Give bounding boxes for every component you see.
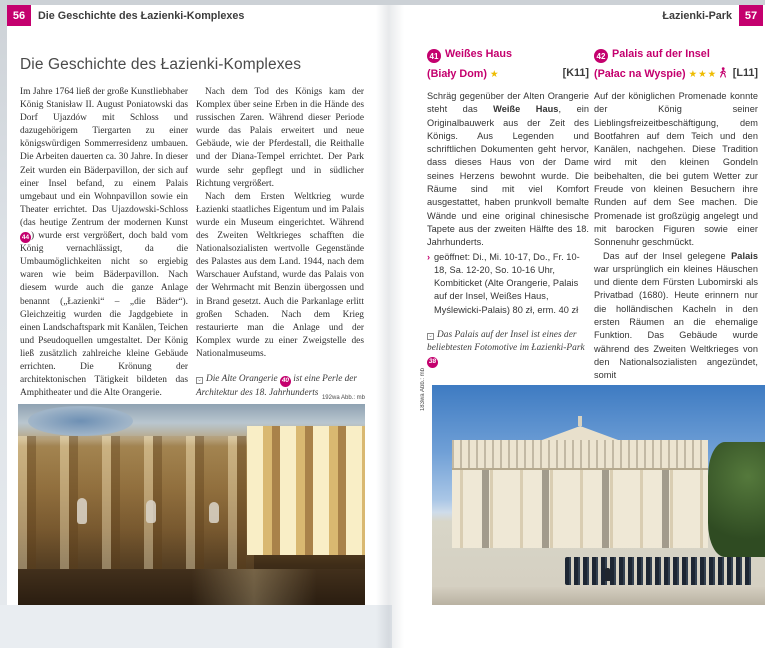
info-arrow-icon: › [427,251,431,262]
paragraph: Auf der königlichen Promenade konnte der König seiner Lieblingsfreizeitbeschäftigung, dem Bootfahren auf dem Teich und den Kanälen, nachgehen. Diese Tradition wird mit den kleinen Gondeln beibehalten, die bei gutem Wetter zur Freude von kleinen Besuchern ihre Runden auf dem See machen. Die Promenade ist großzügig angelegt und mit barocken Figuren sowie einer Sonnenuhr geschmückt. [594,91,758,248]
map-grid-reference: [K11] [562,67,589,79]
left-running-head: Die Geschichte des Łazienki-Komplexes [38,9,245,22]
photo-trees [708,442,765,556]
entry-42-body [594,90,758,383]
map-grid-reference: [L11] [732,67,758,79]
paragraph [594,250,758,383]
paragraph-text: , ein Originalbauwerk aus der Zeit des Königs. Aus Legenden und schriftlichen Dokumenten geht hervor, dass dieses Haus von der Dame seines Herzens bewohnt wurde. Die Räume sind mit viel Komfort ausgestattet, haben prunkvoll bemalte Wände und eine original chinesische Tapete aus der zweiten Hälfte des 18. Jahrhunderts. [427,104,589,248]
photo-windows [247,426,365,555]
page-left-edge [0,0,7,648]
paragraph-text: Das auf der Insel gelegene [603,250,732,261]
right-page-header [655,5,763,26]
photo-floor [18,569,365,605]
photo-ceiling-fresco [28,406,132,436]
caption-text: Das Palais auf der Insel ist eines der beliebtesten Fotomotive im Łazienki-Park [427,330,585,353]
photo-credit: 183wa Abb.: mb [420,368,426,412]
page-bottom-margin [0,605,392,648]
photo-colonnade [452,470,708,548]
photo-statue [77,498,87,524]
entry-name-polish: (Biały Dom) [427,68,487,80]
caption-text: Die Alte Orangerie [206,373,278,384]
paragraph-bold-text: Weiße Haus [493,104,559,115]
orangerie-interior-photo [18,404,365,605]
paragraph [20,86,188,400]
entry-41-heading [427,48,589,82]
photo-statue [209,502,219,523]
chapter-title: Die Geschichte des Łazienki-Komplexes [20,56,302,73]
item-ref-badge: 38 [427,357,438,368]
paragraph-bold-text: Palais [731,250,758,261]
entry-number-badge: 42 [594,49,608,63]
right-page-number: 57 [739,5,763,26]
left-column-2 [196,86,364,400]
caption-marker-icon: ⌄ [197,376,203,383]
left-page-columns [20,86,364,400]
item-ref-badge: 44 [20,232,31,243]
rating-stars: ★★★ [688,69,718,80]
item-ref-badge: 40 [280,376,291,387]
photo-tour-group [565,557,752,586]
right-running-head: Łazienki-Park [662,9,732,22]
photo-roof-statue [578,416,582,426]
paragraph [427,90,589,250]
photo-credit: 192wa Abb.: mb [321,395,365,401]
paragraph: Nach dem Ersten Weltkrieg wurde Łazienki staatliches Eigentum und im Palais wurde ein Museum eingerichtet. Während des Zweiten Weltkrieges schafften die Nationalsozialisten wertvolle Gegenstände des Palastes aus dem Land. 1944, nach dem Warschauer Aufstand, wurde das Palais von der Wehrmacht mit Benzin übergossen und in Brand gesetzt. Auch die Parkanlage erlitt großen Schaden. Nach dem Krieg restaurierte man die Anlage und der Komplex wurde zu einer Zweigstelle des Nationalmuseums. [196,191,364,359]
entry-41-body [427,90,589,368]
left-page-header [7,5,251,26]
rating-stars: ★ [490,69,500,80]
photo-pediment [539,426,621,441]
paragraph-text: war ursprünglich ein kleines Häuschen und diente dem Fürsten Lubomirski als Privatbad (1680). Heute erinnern nur die holländischen Kacheln in den ersten Räumen an die ehemalige Funktion. Das Gebäude wurde während des Zweiten Weltkrieges von den Nationalsozialisten angezündet, somit [594,263,758,381]
page-gutter-shadow [376,5,404,648]
left-column-1 [20,86,188,400]
entry-name: Palais auf der Insel [612,48,710,60]
walking-person-icon [719,67,727,78]
paragraph-text: Im Jahre 1764 ließ der große Kunstliebhaber König Stanisław II. August Poniatowski das Dorf Ujazdów mit Schloss und dazugehörigem Tiergarten zu einer königswürdigen Sommerresidenz umbauen. Die Arbeiten dauerten ca. 30 Jahre. In dieser Zeit wurden ein Bäderpavillon, der sich auf einer Insel befand, zu einem Palais umgebaut und ein Wohnpavillon sowie ein Theater errichtet. Das Ujazdowski-Schloss (das heutige Zentrum der modernen Kunst [20,87,188,228]
paragraph-text: Schräg gegenüber der Alten Orangerie steht das [427,91,589,115]
caption-text: ist eine Perle der Architektur des 18. Jahrhunderts [196,373,358,398]
entry-42-heading [594,48,758,82]
info-text: geöffnet: Di., Mi. 10-17, Do., Fr. 10-18, Sa. 12-20, So. 10-16 Uhr, Kombiticket (Alte Orangerie, Palais auf der Insel, Weißes Haus, Myślewicki-Palais) 80 zł, erm. 40 zł [434,251,580,315]
opening-hours-info [427,251,589,317]
entry-number-badge: 41 [427,49,441,63]
photo-caption [427,329,589,368]
caption-marker-icon: ⌄ [428,333,434,340]
photo-attic-balustrade [452,440,708,470]
left-page-number: 56 [7,5,31,26]
paragraph: Nach dem Tod des Königs kam der Komplex über seine Erben in die Hände des russischen Zaren. Während dieser Periode wurde das Palais erweitert und neue Gebäude, wie der Pferdestall, die Reithalle und der Diana-Tempel errichtet. Der Park wurde sehr gepflegt und in südlicher Richtung vergrößert. [196,87,364,189]
photo-colonnade [18,436,254,569]
photo-pavement [432,587,765,605]
paragraph-text: ) wurde erst vergrößert, doch bald vom König vernachlässigt, da die Umbaumöglichkeiten nicht so ergiebig waren wie beim Bäderpavillon. Nach diesem wurde auch die ganze Anlage benannt („Łazienki“ – „die Bäder“). Gleichzeitig wurden die Jagdgebiete in einen Landschaftspark mit Kanälen, Teichen und Pseudoquellen umgestaltet. Der König ließ zusätzlich zahlreiche kleine Gebäude errichten. Die Krönung der architektonischen Tätigkeit bildeten das Amphitheater und die Alte Orangerie. [20,231,188,399]
photo-palace-facade [452,440,708,548]
entry-name: Weißes Haus [445,48,513,60]
palais-auf-der-insel-photo [432,385,765,605]
photo-person [605,568,610,581]
entry-name-polish: (Pałac na Wyspie) [594,68,686,80]
photo-statue [146,500,156,523]
